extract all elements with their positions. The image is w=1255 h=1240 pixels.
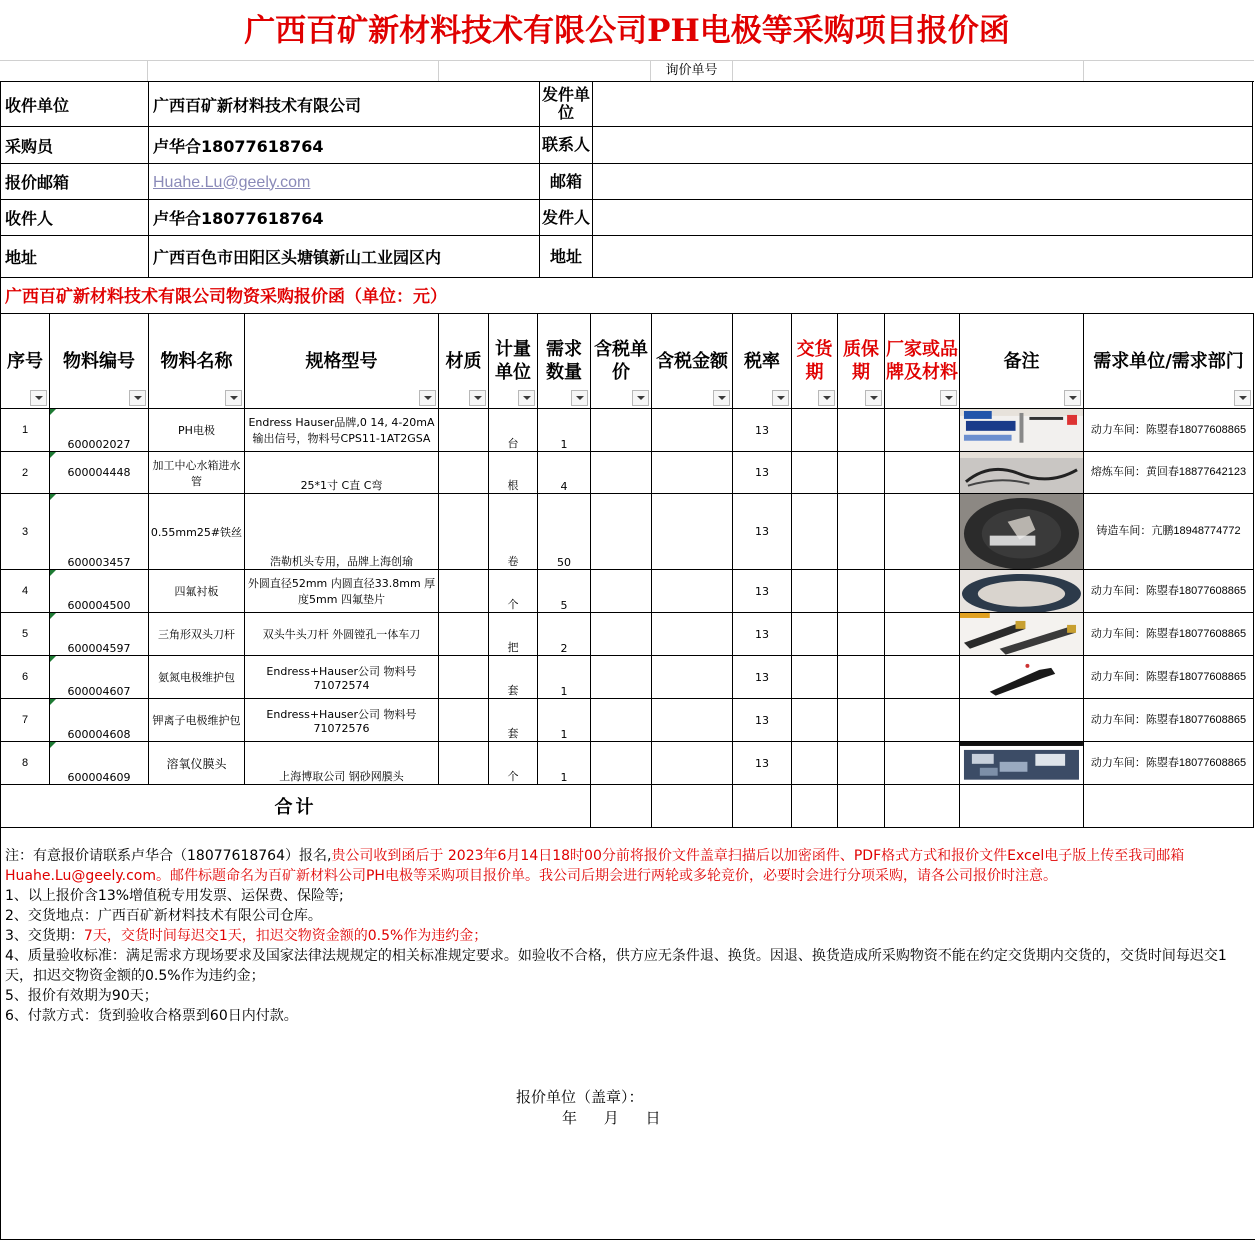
row-amount[interactable] xyxy=(652,409,733,452)
row-warranty[interactable] xyxy=(838,494,885,570)
row-unit-price[interactable] xyxy=(591,409,652,452)
header-code[interactable]: 物料编号 xyxy=(50,314,149,409)
inquiry-cell-blank xyxy=(439,60,651,82)
row-material[interactable] xyxy=(439,452,489,494)
filter-dropdown-icon[interactable] xyxy=(30,390,47,406)
row-warranty[interactable] xyxy=(838,570,885,613)
row-tax: 13 xyxy=(733,494,792,570)
row-qty: 1 xyxy=(538,409,591,452)
iron-wire-spool-image xyxy=(960,494,1083,569)
total-warranty[interactable] xyxy=(838,785,885,828)
date-label: 年 月 日 xyxy=(562,1109,661,1127)
row-name: 加工中心水箱进水管 xyxy=(149,452,245,494)
header-unit-price[interactable]: 含税单价 xyxy=(591,314,652,409)
row-dept: 动力车间：陈曌春18077608865 xyxy=(1084,409,1254,452)
row-remark xyxy=(960,452,1084,494)
row-unit: 个 xyxy=(489,570,538,613)
filter-dropdown-icon[interactable] xyxy=(713,390,730,406)
inquiry-cell-blank xyxy=(0,60,148,82)
row-delivery[interactable] xyxy=(792,409,838,452)
row-unit-price[interactable] xyxy=(591,494,652,570)
row-warranty[interactable] xyxy=(838,409,885,452)
table-row[interactable] xyxy=(1,699,1254,742)
row-unit: 把 xyxy=(489,613,538,656)
filter-dropdown-icon[interactable] xyxy=(469,390,486,406)
table-row[interactable] xyxy=(1,613,1254,656)
row-unit: 台 xyxy=(489,409,538,452)
row-spec: 外圆直径52mm 内圆直径33.8mm 厚度5mm 四氟垫片 xyxy=(245,570,439,613)
row-spec: 25*1寸 C直 C弯 xyxy=(245,452,439,494)
row-warranty[interactable] xyxy=(838,613,885,656)
buyer-label: 采购员 xyxy=(1,127,149,164)
filter-dropdown-icon[interactable] xyxy=(1234,390,1251,406)
row-seq: 4 xyxy=(1,570,50,613)
row-qty: 50 xyxy=(538,494,591,570)
filter-dropdown-icon[interactable] xyxy=(632,390,649,406)
row-warranty[interactable] xyxy=(838,699,885,742)
row-dept: 动力车间：陈曌春18077608865 xyxy=(1084,656,1254,699)
buyer-value: 卢华合18077618764 xyxy=(149,127,540,164)
sender-email-value[interactable] xyxy=(593,164,1253,200)
row-material[interactable] xyxy=(439,613,489,656)
address-value: 广西百色市田阳区头塘镇新山工业园区内 xyxy=(149,236,540,278)
inquiry-cell-blank xyxy=(148,60,439,82)
row-remark xyxy=(960,613,1084,656)
row-warranty[interactable] xyxy=(838,656,885,699)
table-row[interactable] xyxy=(1,409,1254,452)
row-unit-price[interactable] xyxy=(591,613,652,656)
row-amount[interactable] xyxy=(652,742,733,785)
row-warranty[interactable] xyxy=(838,452,885,494)
row-amount[interactable] xyxy=(652,570,733,613)
row-brand[interactable] xyxy=(885,452,960,494)
contact-value[interactable] xyxy=(593,127,1253,164)
notes-item-4: 4、质量验收标准：满足需求方现场要求及国家法律法规规定的相关标准规定要求。如验收不合格，供方应无条件退、换货。因退、换货造成所采购物资不能在约定交货期内交货的，交货时间每迟交1天，扣迟交物资金额的0.5%作为违约金； xyxy=(5,948,1227,984)
sender-unit-value[interactable] xyxy=(593,82,1253,127)
recipient-unit-value: 广西百矿新材料技术有限公司 xyxy=(149,82,540,127)
contact-info-table xyxy=(0,81,1253,278)
total-tax[interactable] xyxy=(733,785,792,828)
sender-unit-label: 发件单位 xyxy=(540,82,593,127)
notes-item-2: 2、交货地点：广西百矿新材料技术有限公司仓库。 xyxy=(5,908,322,924)
row-tax: 13 xyxy=(733,613,792,656)
row-amount[interactable] xyxy=(652,452,733,494)
quote-email-link[interactable] xyxy=(149,164,540,200)
header-dept[interactable]: 需求单位/需求部门 xyxy=(1084,314,1254,409)
row-amount[interactable] xyxy=(652,699,733,742)
signature-label: 报价单位（盖章）： xyxy=(516,1088,644,1106)
row-unit-price[interactable] xyxy=(591,452,652,494)
row-code: 600004608 xyxy=(50,699,149,742)
row-tax: 13 xyxy=(733,656,792,699)
page-title: 广西百矿新材料技术有限公司PH电极等采购项目报价函 xyxy=(0,0,1254,61)
row-material[interactable] xyxy=(439,699,489,742)
row-dept: 动力车间：陈曌春18077608865 xyxy=(1084,570,1254,613)
header-seq[interactable]: 序号 xyxy=(1,314,50,409)
row-name: 钾离子电极维护包 xyxy=(149,699,245,742)
row-code: 600002027 xyxy=(50,409,149,452)
row-delivery[interactable] xyxy=(792,656,838,699)
row-qty: 4 xyxy=(538,452,591,494)
row-name: 溶氧仪膜头 xyxy=(149,742,245,785)
maintenance-kit-image xyxy=(960,656,1083,699)
row-code: 600004500 xyxy=(50,570,149,613)
row-unit-price[interactable] xyxy=(591,570,652,613)
row-material[interactable] xyxy=(439,742,489,785)
row-dept: 动力车间：陈曌春18077608865 xyxy=(1084,742,1254,785)
row-seq: 2 xyxy=(1,452,50,494)
row-dept: 动力车间：陈曌春18077608865 xyxy=(1084,613,1254,656)
header-delivery[interactable]: 交货期 xyxy=(792,314,838,409)
row-brand[interactable] xyxy=(885,742,960,785)
header-row xyxy=(1,314,1254,409)
section-subtitle: 广西百矿新材料技术有限公司物资采购报价函（单位：元） xyxy=(0,277,1255,313)
header-name[interactable]: 物料名称 xyxy=(149,314,245,409)
row-unit: 卷 xyxy=(489,494,538,570)
header-tax[interactable]: 税率 xyxy=(733,314,792,409)
row-remark xyxy=(960,409,1084,452)
row-code: 600004609 xyxy=(50,742,149,785)
notes-item-5: 5、报价有效期为90天； xyxy=(5,988,158,1004)
row-spec: 双头牛头刀杆 外圆镗孔一体车刀 xyxy=(245,613,439,656)
filter-dropdown-icon[interactable] xyxy=(818,390,835,406)
row-delivery[interactable] xyxy=(792,742,838,785)
total-amount[interactable] xyxy=(652,785,733,828)
row-unit-price[interactable] xyxy=(591,656,652,699)
row-remark xyxy=(960,742,1084,785)
row-qty: 2 xyxy=(538,613,591,656)
row-remark xyxy=(960,656,1084,699)
row-qty: 1 xyxy=(538,656,591,699)
total-delivery[interactable] xyxy=(792,785,838,828)
recipient-label: 收件人 xyxy=(1,200,149,236)
row-material[interactable] xyxy=(439,409,489,452)
filter-dropdown-icon[interactable] xyxy=(129,390,146,406)
row-seq: 5 xyxy=(1,613,50,656)
row-remark xyxy=(960,699,1084,742)
row-seq: 7 xyxy=(1,699,50,742)
sender-email-label: 邮箱 xyxy=(540,164,593,200)
quote-email-label: 报价邮箱 xyxy=(1,164,149,200)
row-remark xyxy=(960,570,1084,613)
row-qty: 1 xyxy=(538,699,591,742)
notes-intro: 注：有意报价请联系卢华合（18077618764）报名,贵公司收到函后于 2023年6月14日18时00分前将报价文件盖章扫描后以加密函件、PDF格式方式和报价文件Excel电子版上传至我司邮箱Huahe.Lu@geely.com。邮件标题命名为百矿新材料公司PH电极等采购项目报价单。我公司后期会进行两轮或多轮竞价，必要时会进行分项采购，请各公司报价时注意。 xyxy=(5,848,1185,884)
row-tax: 13 xyxy=(733,409,792,452)
header-unit[interactable]: 计量单位 xyxy=(489,314,538,409)
row-brand[interactable] xyxy=(885,494,960,570)
row-spec: Endress+Hauser公司 物料号71072576 xyxy=(245,699,439,742)
row-spec: 浩勒机头专用，品牌上海创瑜 xyxy=(245,494,439,570)
table-row[interactable] xyxy=(1,656,1254,699)
row-code: 600004607 xyxy=(50,656,149,699)
sender-label: 发件人 xyxy=(540,200,593,236)
table-row[interactable] xyxy=(1,570,1254,613)
recipient-unit-label: 收件单位 xyxy=(1,82,149,127)
filter-dropdown-icon[interactable] xyxy=(865,390,882,406)
filter-dropdown-icon[interactable] xyxy=(571,390,588,406)
filter-dropdown-icon[interactable] xyxy=(419,390,436,406)
row-seq: 8 xyxy=(1,742,50,785)
row-name: 0.55mm25#铁丝 xyxy=(149,494,245,570)
row-warranty[interactable] xyxy=(838,742,885,785)
recipient-value: 卢华合18077618764 xyxy=(149,200,540,236)
row-unit-price[interactable] xyxy=(591,699,652,742)
row-seq: 3 xyxy=(1,494,50,570)
row-tax: 13 xyxy=(733,699,792,742)
notes-section xyxy=(0,826,1255,1240)
row-brand[interactable] xyxy=(885,613,960,656)
row-material[interactable] xyxy=(439,494,489,570)
row-name: 三角形双头刀杆 xyxy=(149,613,245,656)
header-amount[interactable]: 含税金额 xyxy=(652,314,733,409)
row-code: 600004597 xyxy=(50,613,149,656)
sender-address-value[interactable] xyxy=(593,236,1253,278)
filter-dropdown-icon[interactable] xyxy=(1064,390,1081,406)
row-amount[interactable] xyxy=(652,656,733,699)
row-dept: 铸造车间：亢鹏18948774772 xyxy=(1084,494,1254,570)
row-brand[interactable] xyxy=(885,699,960,742)
row-unit: 套 xyxy=(489,699,538,742)
sender-address-label: 地址 xyxy=(540,236,593,278)
total-label: 合计 xyxy=(1,785,591,828)
notes-item-1: 1、以上报价含13%增值税专用发票、运保费、保险等; xyxy=(5,888,344,904)
row-unit: 个 xyxy=(489,742,538,785)
notes-item-6: 6、付款方式：货到验收合格票到60日内付款。 xyxy=(5,1008,298,1024)
ph-electrode-image xyxy=(960,409,1083,452)
row-qty: 1 xyxy=(538,742,591,785)
header-qty[interactable]: 需求数量 xyxy=(538,314,591,409)
total-row xyxy=(1,785,1254,828)
membrane-head-image xyxy=(960,742,1083,785)
row-delivery[interactable] xyxy=(792,699,838,742)
table-row[interactable] xyxy=(1,452,1254,494)
row-material[interactable] xyxy=(439,570,489,613)
row-spec: 上海博取公司 钢砂网膜头 xyxy=(245,742,439,785)
ptfe-gasket-image xyxy=(960,570,1083,613)
row-delivery[interactable] xyxy=(792,494,838,570)
total-unit-price[interactable] xyxy=(591,785,652,828)
inquiry-number-label: 询价单号 xyxy=(651,60,733,82)
tool-holder-image xyxy=(960,613,1083,656)
row-delivery[interactable] xyxy=(792,452,838,494)
row-remark xyxy=(960,494,1084,570)
inquiry-number-value[interactable] xyxy=(733,60,1084,82)
row-delivery[interactable] xyxy=(792,613,838,656)
email-link-text[interactable]: Huahe.Lu@geely.com xyxy=(153,173,311,191)
total-remark[interactable] xyxy=(960,785,1084,828)
header-spec[interactable]: 规格型号 xyxy=(245,314,439,409)
header-warranty[interactable]: 质保期 xyxy=(838,314,885,409)
header-brand[interactable]: 厂家或品牌及材料 xyxy=(885,314,960,409)
address-label: 地址 xyxy=(1,236,149,278)
row-unit: 套 xyxy=(489,656,538,699)
notes-item-3: 3、交货期：7天，交货时间每迟交1天，扣迟交物资金额的0.5%作为违约金； xyxy=(5,928,488,944)
row-unit: 根 xyxy=(489,452,538,494)
row-name: 氨氮电极维护包 xyxy=(149,656,245,699)
table-row[interactable] xyxy=(1,742,1254,785)
row-spec: Endress Hauser品牌,0 14, 4-20mA输出信号，物料号CPS11-1AT2GSA xyxy=(245,409,439,452)
row-unit-price[interactable] xyxy=(591,742,652,785)
row-name: 四氟衬板 xyxy=(149,570,245,613)
row-dept: 动力车间：陈曌春18077608865 xyxy=(1084,699,1254,742)
row-spec: Endress+Hauser公司 物料号71072574 xyxy=(245,656,439,699)
filter-dropdown-icon[interactable] xyxy=(225,390,242,406)
row-delivery[interactable] xyxy=(792,570,838,613)
row-dept: 熔炼车间：黄回春18877642123 xyxy=(1084,452,1254,494)
row-amount[interactable] xyxy=(652,494,733,570)
row-brand[interactable] xyxy=(885,409,960,452)
row-amount[interactable] xyxy=(652,613,733,656)
header-remark[interactable]: 备注 xyxy=(960,314,1084,409)
total-brand[interactable] xyxy=(885,785,960,828)
row-tax: 13 xyxy=(733,452,792,494)
header-material[interactable]: 材质 xyxy=(439,314,489,409)
row-qty: 5 xyxy=(538,570,591,613)
row-name: PH电极 xyxy=(149,409,245,452)
total-dept[interactable] xyxy=(1084,785,1254,828)
inquiry-cell-blank xyxy=(1084,60,1254,82)
row-tax: 13 xyxy=(733,742,792,785)
filter-dropdown-icon[interactable] xyxy=(772,390,789,406)
quotation-table xyxy=(0,313,1254,828)
row-code: 600004448 xyxy=(50,452,149,494)
row-tax: 13 xyxy=(733,570,792,613)
sender-value[interactable] xyxy=(593,200,1253,236)
row-seq: 6 xyxy=(1,656,50,699)
filter-dropdown-icon[interactable] xyxy=(940,390,957,406)
table-row[interactable] xyxy=(1,494,1254,570)
row-seq: 1 xyxy=(1,409,50,452)
row-brand[interactable] xyxy=(885,656,960,699)
row-brand[interactable] xyxy=(885,570,960,613)
contact-label: 联系人 xyxy=(540,127,593,164)
water-pipe-image xyxy=(960,452,1083,494)
filter-dropdown-icon[interactable] xyxy=(518,390,535,406)
row-code: 600003457 xyxy=(50,494,149,570)
row-material[interactable] xyxy=(439,656,489,699)
